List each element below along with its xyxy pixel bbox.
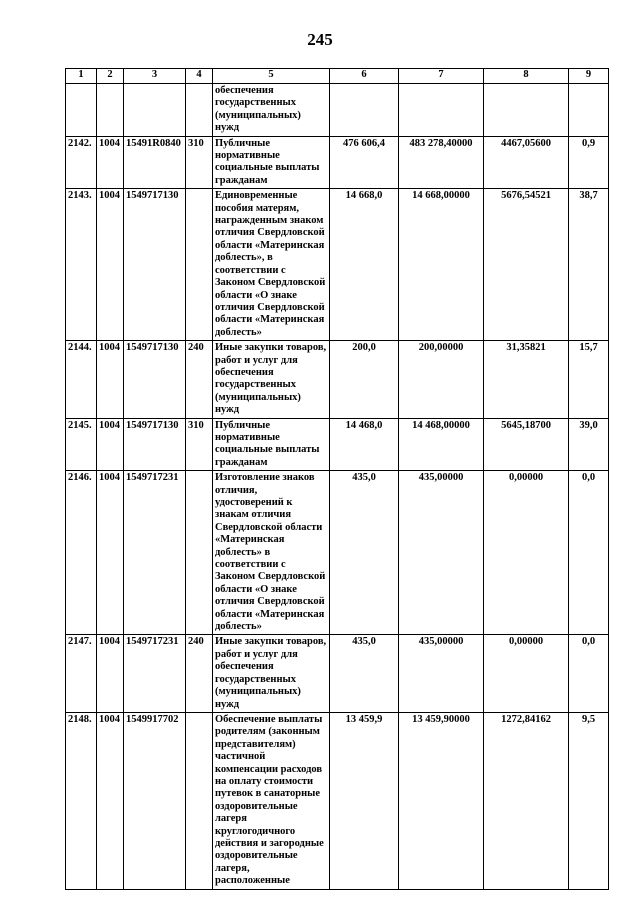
row-number-cell: 2146.	[66, 471, 97, 635]
row-number-cell: 2145.	[66, 418, 97, 471]
expense-type-code-cell: 240	[186, 341, 213, 418]
item-description-cell: Обеспечение выплаты родителям (законным представителям) частичной компенсации расходов на оплату стоимости путевок в санаторные оздоровительные лагеря круглогодичного действия и загородные оздоровительные лагеря, расположенные	[213, 712, 330, 889]
table-body	[66, 84, 609, 890]
budget-table	[65, 68, 609, 890]
column-header: 8	[484, 69, 569, 84]
expense-type-code-cell: 310	[186, 418, 213, 471]
expense-type-code-cell: 310	[186, 136, 213, 189]
row-number-cell: 2148.	[66, 712, 97, 889]
item-description-cell: Иные закупки товаров, работ и услуг для обеспечения государственных (муниципальных) нужд	[213, 635, 330, 712]
section-code-cell: 1004	[97, 136, 124, 189]
execution-percent-cell: 15,7	[569, 341, 609, 418]
target-article-code-cell: 1549717130	[124, 189, 186, 341]
column-header: 2	[97, 69, 124, 84]
section-code-cell: 1004	[97, 189, 124, 341]
target-article-code-cell: 1549717130	[124, 418, 186, 471]
target-article-code-cell: 1549717231	[124, 471, 186, 635]
refined-amount-cell: 14 468,00000	[399, 418, 484, 471]
execution-percent-cell: 38,7	[569, 189, 609, 341]
section-code-cell: 1004	[97, 471, 124, 635]
item-description-cell: Единовременные пособия матерям, награжденным знаком отличия Свердловской области «Материнская доблесть», в соответствии с Законом Свердловской области «О знаке отличия Свердловской области «Материнская доблесть»	[213, 189, 330, 341]
table-row	[66, 418, 609, 471]
item-description-cell: Иные закупки товаров, работ и услуг для обеспечения государственных (муниципальных) нужд	[213, 341, 330, 418]
row-number-cell	[66, 84, 97, 137]
section-code-cell: 1004	[97, 418, 124, 471]
executed-amount-cell	[484, 84, 569, 137]
expense-type-code-cell	[186, 189, 213, 341]
executed-amount-cell: 31,35821	[484, 341, 569, 418]
planned-amount-cell: 14 468,0	[330, 418, 399, 471]
column-header: 7	[399, 69, 484, 84]
column-header: 6	[330, 69, 399, 84]
refined-amount-cell: 483 278,40000	[399, 136, 484, 189]
table-header-row	[66, 69, 609, 84]
expense-type-code-cell	[186, 471, 213, 635]
column-header: 3	[124, 69, 186, 84]
planned-amount-cell	[330, 84, 399, 137]
row-number-cell: 2147.	[66, 635, 97, 712]
executed-amount-cell: 5676,54521	[484, 189, 569, 341]
execution-percent-cell: 0,0	[569, 635, 609, 712]
target-article-code-cell: 1549717231	[124, 635, 186, 712]
row-number-cell: 2142.	[66, 136, 97, 189]
table-row	[66, 136, 609, 189]
planned-amount-cell: 14 668,0	[330, 189, 399, 341]
execution-percent-cell: 9,5	[569, 712, 609, 889]
target-article-code-cell	[124, 84, 186, 137]
refined-amount-cell: 435,00000	[399, 471, 484, 635]
section-code-cell: 1004	[97, 712, 124, 889]
planned-amount-cell: 476 606,4	[330, 136, 399, 189]
planned-amount-cell: 200,0	[330, 341, 399, 418]
section-code-cell: 1004	[97, 635, 124, 712]
refined-amount-cell: 14 668,00000	[399, 189, 484, 341]
execution-percent-cell: 39,0	[569, 418, 609, 471]
executed-amount-cell: 0,00000	[484, 471, 569, 635]
item-description-cell: обеспечения государственных (муниципальных) нужд	[213, 84, 330, 137]
refined-amount-cell: 200,00000	[399, 341, 484, 418]
planned-amount-cell: 435,0	[330, 635, 399, 712]
table-row	[66, 189, 609, 341]
item-description-cell: Публичные нормативные социальные выплаты гражданам	[213, 418, 330, 471]
planned-amount-cell: 435,0	[330, 471, 399, 635]
executed-amount-cell: 0,00000	[484, 635, 569, 712]
column-header: 4	[186, 69, 213, 84]
table-row	[66, 471, 609, 635]
expense-type-code-cell	[186, 84, 213, 137]
table-row	[66, 712, 609, 889]
item-description-cell: Изготовление знаков отличия, удостоверений к знакам отличия Свердловской области «Материнская доблесть» в соответствии с Законом Свердловской области «О знаке отличия Свердловской области «Материнская доблесть»	[213, 471, 330, 635]
executed-amount-cell: 5645,18700	[484, 418, 569, 471]
target-article-code-cell: 1549717130	[124, 341, 186, 418]
table-row	[66, 635, 609, 712]
expense-type-code-cell: 240	[186, 635, 213, 712]
row-number-cell: 2143.	[66, 189, 97, 341]
execution-percent-cell: 0,0	[569, 471, 609, 635]
refined-amount-cell: 13 459,90000	[399, 712, 484, 889]
page-number: 245	[307, 30, 333, 49]
execution-percent-cell: 0,9	[569, 136, 609, 189]
refined-amount-cell	[399, 84, 484, 137]
column-header: 9	[569, 69, 609, 84]
column-header: 5	[213, 69, 330, 84]
table-row	[66, 341, 609, 418]
row-number-cell: 2144.	[66, 341, 97, 418]
target-article-code-cell: 15491R0840	[124, 136, 186, 189]
item-description-cell: Публичные нормативные социальные выплаты гражданам	[213, 136, 330, 189]
section-code-cell: 1004	[97, 341, 124, 418]
execution-percent-cell	[569, 84, 609, 137]
planned-amount-cell: 13 459,9	[330, 712, 399, 889]
expense-type-code-cell	[186, 712, 213, 889]
executed-amount-cell: 1272,84162	[484, 712, 569, 889]
refined-amount-cell: 435,00000	[399, 635, 484, 712]
section-code-cell	[97, 84, 124, 137]
executed-amount-cell: 4467,05600	[484, 136, 569, 189]
table-row	[66, 84, 609, 137]
target-article-code-cell: 1549917702	[124, 712, 186, 889]
column-header: 1	[66, 69, 97, 84]
